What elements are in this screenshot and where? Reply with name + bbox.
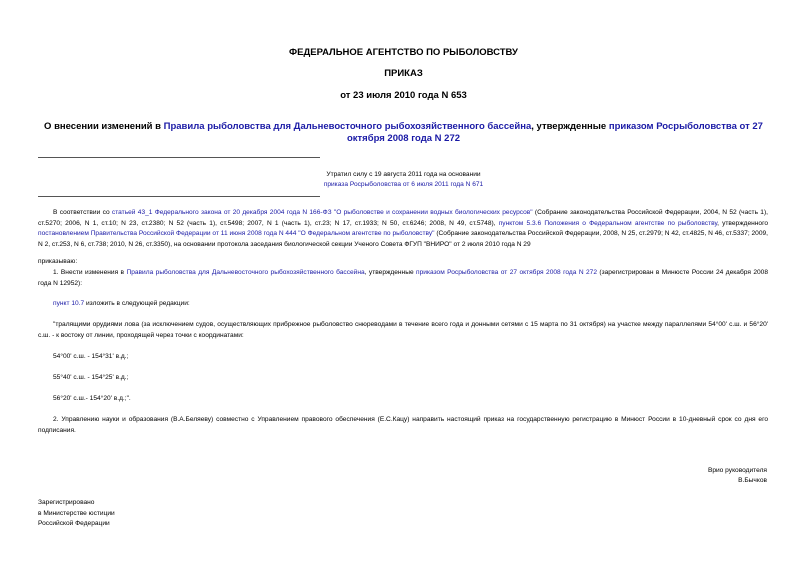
doc-type-heading: ПРИКАЗ: [384, 68, 423, 79]
signature-role: Врио руководителя: [707, 467, 767, 474]
status-note: [0, 170, 807, 189]
item-1-order-link[interactable]: приказом Росрыболовства от 27 октября 2008 года N 272: [416, 269, 597, 276]
separator-bottom: [38, 196, 320, 197]
date-number-heading: от 23 июля 2010 года N 653: [340, 90, 467, 101]
preamble-text-3: , утвержденного: [717, 219, 768, 227]
coordinate-line: 56°20' с.ш.- 154°20' в.д.;".: [53, 395, 131, 402]
item-1-text-1: 1. Внести изменения в: [53, 269, 127, 276]
preamble-text-4: (Собрание законодательства Российской Федерации, 2008, N 25, ст.2979; N 42, ст.4825, N 46, ст.5337; 2009, N 2, ст.253, N 6, ст.738; 2010, N 26, ст.3350), на основании протокола заседания биологической секции Ученого Совета ФГУП "ВНИРО" от 2 июля 2010 года N 29: [38, 230, 769, 248]
status-note-text: Утратил силу с 19 августа 2011 года на основании: [326, 171, 481, 178]
regulation-clause-link[interactable]: пунктом 5.3.6 Положения о Федеральном агентстве по рыболовству: [498, 219, 718, 227]
title-text-1: О внесении изменений в: [44, 121, 164, 132]
separator-top: [38, 157, 320, 158]
document-title: [40, 121, 767, 145]
preamble-text-1: В соответствии со: [53, 209, 112, 216]
signature-block: [708, 466, 767, 486]
preamble-text-2: (Собрание законодательства Российской Федерации, 2004, N 52 (часть 1), ст.5270; 2006, N 1, ст.10; N 23, ст.2380; N 52 (часть 1), ст.5498; 2007, N 1 (часть 1), ст.23; N 17, ст.1933; N 50, ст.6246; 2008, N 49, ст.5748),: [38, 209, 768, 227]
item-1-rules-link[interactable]: Правила рыболовства для Дальневосточного рыбохозяйственного бассейна: [126, 269, 365, 276]
registration-block: [38, 498, 115, 530]
coordinate-line: 55°40' с.ш. - 154°25' в.д.;: [53, 374, 129, 381]
law-166-link[interactable]: статьей 43_1 Федерального закона от 20 декабря 2004 года N 166-ФЗ "О рыболовстве и сохранении водных биологических ресурсов": [111, 209, 533, 216]
repeal-order-link[interactable]: приказа Росрыболовства от 6 июля 2011 года N 671: [323, 180, 484, 188]
quote-paragraph: "тралящими орудиями лова (за исключением судов, осуществляющих прибрежное рыболовство снюреводами в течение всего года и донными сетями с 15 марта по 31 октября) на участке между параллелями 54°00' с.ш. и 56°20' с.ш. - к востоку от линии, проходящей через точки с координатами:: [38, 321, 768, 339]
clause-10-7-link[interactable]: пункт 10.7: [53, 300, 85, 307]
title-text-2: , утвержденные: [531, 121, 609, 132]
rules-link[interactable]: Правила рыболовства для Дальневосточного рыбохозяйственного бассейна: [163, 121, 532, 132]
registration-line: Российской Федерации: [38, 520, 110, 527]
signature-name: В.Бычков: [738, 477, 767, 484]
coordinate-line: 54°00' с.ш. - 154°31' в.д.;: [53, 353, 129, 360]
item-1-paragraph: [38, 268, 768, 289]
agency-heading: ФЕДЕРАЛЬНОЕ АГЕНТСТВО ПО РЫБОЛОВСТВУ: [289, 47, 518, 58]
clause-paragraph: [53, 299, 190, 309]
clause-text: изложить в следующей редакции:: [84, 300, 190, 307]
order-word: приказываю:: [38, 258, 78, 265]
government-resolution-link[interactable]: постановлением Правительства Российской Федерации от 11 июня 2008 года N 444 "О Федеральном агентстве по рыболовству": [38, 230, 435, 237]
registration-line: в Министерстве юстиции: [38, 509, 115, 517]
item-1-text-3: (зарегистрирован в Минюсте России 24 декабря 2008 года N 12952):: [38, 269, 768, 287]
order-272-link[interactable]: приказом Росрыболовства от 27 октября 2008 года N 272: [346, 121, 763, 144]
item-1-text-2: , утвержденные: [364, 269, 417, 276]
preamble-paragraph: [38, 208, 768, 250]
registration-line: Зарегистрировано: [38, 499, 95, 506]
item-2-paragraph: 2. Управлению науки и образования (В.А.Беляеву) совместно с Управлением правового обеспечения (Е.С.Кацу) направить настоящий приказ на государственную регистрацию в Минюст России в 10-дневный срок со дня его подписания.: [38, 416, 768, 434]
